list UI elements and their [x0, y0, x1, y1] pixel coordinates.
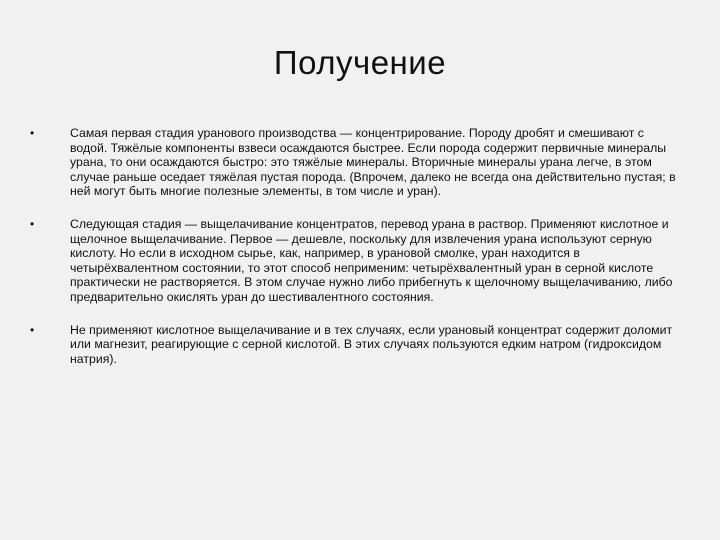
bullet-text: Следующая стадия — выщелачивание концентратов, перевод урана в раствор. Применяют кислотное и щелочное выщелачивание. Первое — дешевле, поскольку для извлечения урана используют серную кислоту. Но если в исходном сырье, как, например, в урановой смолке, уран находится в четырёхвалентном состоянии, то этот способ неприменим: четырёхвалентный уран в серной кислоте практически не растворяется. В этом случае нужно либо прибегнуть к щелочному выщелачиванию, либо предварительно окислять уран до шестивалентного состояния. — [70, 216, 673, 304]
bullet-marker: • — [30, 216, 35, 231]
bullet-marker: • — [30, 126, 35, 140]
bullet-item-3 — [30, 323, 680, 367]
bullet-item-1 — [30, 126, 680, 199]
bullet-text: Самая первая стадия уранового производства — концентрирование. Породу дробят и смешивают с водой. Тяжёлые компоненты взвеси осаждаются быстрее. Если порода содержит первичные минералы урана, то они осаждаются быстро: это тяжёлые минералы. Вторичные минералы урана легче, в этом случае раньше оседает тяжёлая пустая порода. (Впрочем, далеко не всегда она действительно пустая; в ней могут быть многие полезные элементы, в том числе и уран). — [70, 126, 676, 199]
bullet-text: Не применяют кислотное выщелачивание и в тех случаях, если урановый концентрат содержит доломит или магнезит, реагирующие с серной кислотой. В этих случаях пользуются едким натром (гидроксидом натрия). — [70, 322, 673, 366]
bullet-list — [30, 126, 680, 384]
slide-title: Получение — [273, 44, 447, 81]
bullet-marker: • — [30, 322, 35, 337]
bullet-item-2 — [30, 217, 680, 305]
